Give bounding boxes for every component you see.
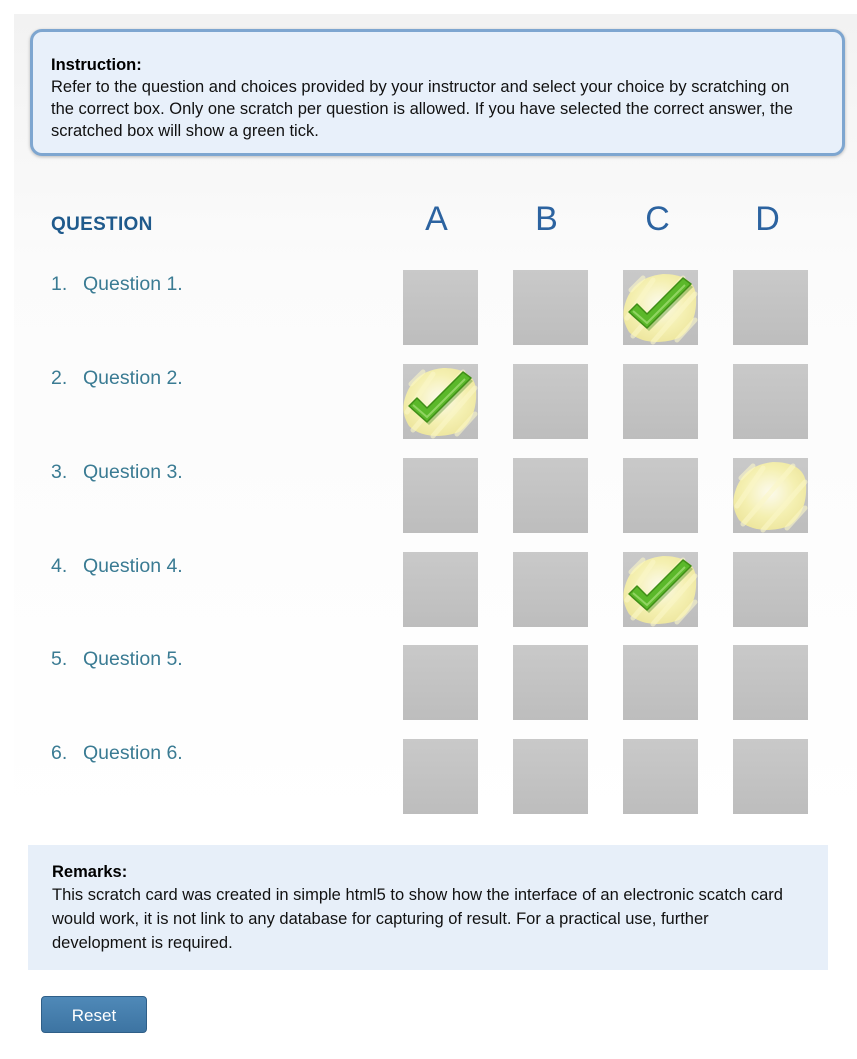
green-tick-icon — [623, 270, 698, 345]
scratch-box-q6-c[interactable] — [623, 739, 698, 814]
scratch-box-q4-d[interactable] — [733, 552, 808, 627]
scratch-box-q6-b[interactable] — [513, 739, 588, 814]
instruction-title: Instruction: — [51, 56, 142, 74]
question-row-1 — [51, 273, 183, 296]
question-label: Question 6. — [83, 742, 183, 764]
remarks-box — [28, 845, 828, 970]
question-row-5 — [51, 648, 183, 671]
question-label: Question 2. — [83, 367, 183, 389]
scratch-box-q4-a[interactable] — [403, 552, 478, 627]
reset-button[interactable]: Reset — [41, 996, 147, 1033]
scratch-box-q2-d[interactable] — [733, 364, 808, 439]
green-tick-icon — [403, 364, 478, 439]
instruction-text: Refer to the question and choices provided by your instructor and select your choice by scratching on the correct box. Only one scratch per question is allowed. If you have selected the correct answer, the scratched box will show a green tick. — [51, 78, 793, 140]
scratch-box-q5-c[interactable] — [623, 645, 698, 720]
question-number: 6. — [51, 742, 68, 764]
scratch-box-q1-a[interactable] — [403, 270, 478, 345]
choice-header-c: C — [645, 200, 670, 238]
scratch-box-q2-a[interactable] — [403, 364, 478, 439]
scratch-box-q6-d[interactable] — [733, 739, 808, 814]
choice-header-a: A — [425, 200, 448, 238]
instruction-box — [30, 29, 845, 156]
question-column-header: QUESTION — [51, 214, 153, 235]
question-number: 1. — [51, 273, 68, 295]
scratch-box-q3-a[interactable] — [403, 458, 478, 533]
question-label: Question 1. — [83, 273, 183, 295]
scratch-box-q4-c[interactable] — [623, 552, 698, 627]
question-number: 3. — [51, 461, 68, 483]
scratch-box-q5-b[interactable] — [513, 645, 588, 720]
green-tick-icon — [623, 552, 698, 627]
remarks-title: Remarks: — [52, 863, 128, 881]
question-number: 2. — [51, 367, 68, 389]
question-row-4 — [51, 555, 183, 578]
scratch-box-q5-d[interactable] — [733, 645, 808, 720]
scratch-box-q4-b[interactable] — [513, 552, 588, 627]
question-number: 4. — [51, 555, 68, 577]
choice-header-b: B — [535, 200, 558, 238]
remarks-text: This scratch card was created in simple html5 to show how the interface of an electronic scatch card would work, it is not link to any database for capturing of result. For a practical use, further development is required. — [52, 886, 783, 952]
scratch-box-q1-b[interactable] — [513, 270, 588, 345]
scratch-box-q6-a[interactable] — [403, 739, 478, 814]
scratch-box-q1-c[interactable] — [623, 270, 698, 345]
scratch-box-q2-b[interactable] — [513, 364, 588, 439]
scratch-box-q5-a[interactable] — [403, 645, 478, 720]
question-label: Question 4. — [83, 555, 183, 577]
scratch-box-q2-c[interactable] — [623, 364, 698, 439]
question-row-6 — [51, 742, 183, 765]
scratch-box-q3-c[interactable] — [623, 458, 698, 533]
scratch-box-q3-d[interactable] — [733, 458, 808, 533]
scratched-area — [733, 458, 808, 533]
question-row-2 — [51, 367, 183, 390]
question-label: Question 3. — [83, 461, 183, 483]
question-number: 5. — [51, 648, 68, 670]
choice-header-d: D — [755, 200, 780, 238]
scratch-box-q1-d[interactable] — [733, 270, 808, 345]
question-row-3 — [51, 461, 183, 484]
question-label: Question 5. — [83, 648, 183, 670]
scratch-box-q3-b[interactable] — [513, 458, 588, 533]
